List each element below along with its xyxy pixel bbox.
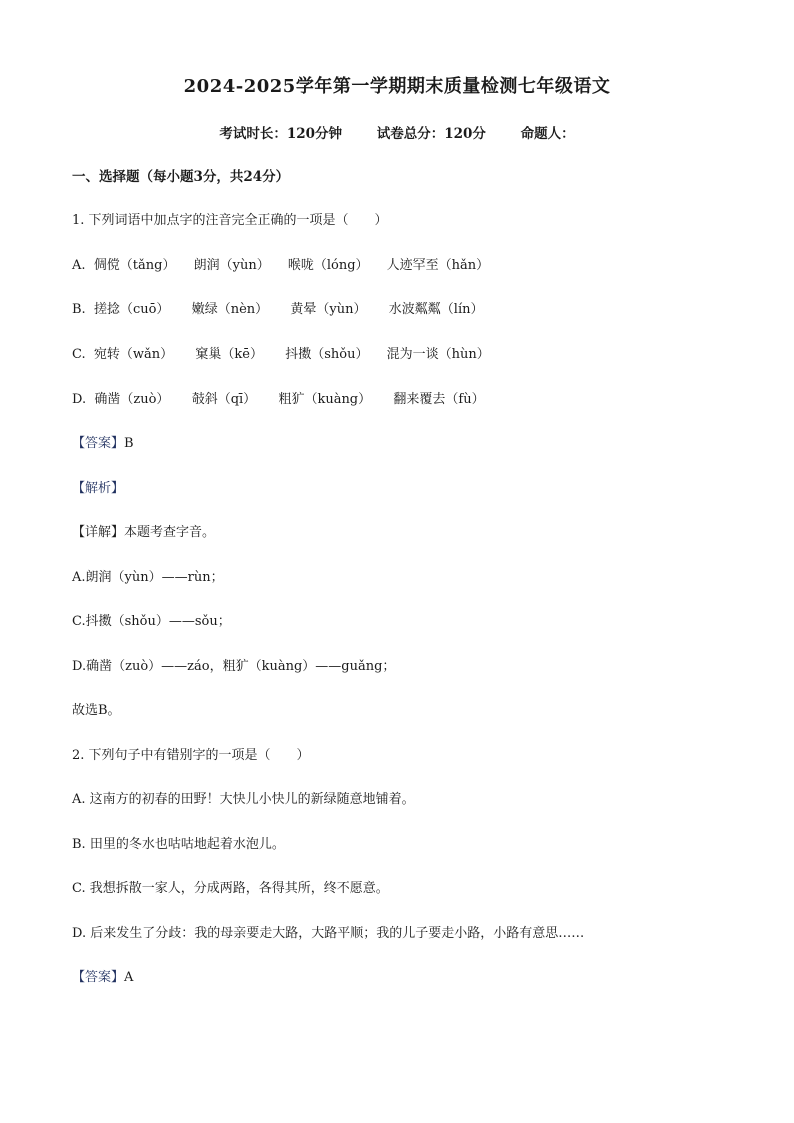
option-word: 嫩绿（nèn） (191, 302, 269, 317)
detail-text: 本题考查字音。 (124, 525, 216, 540)
question-1-note-a: A.朗润（yùn）——rùn； (72, 570, 224, 585)
option-word: 搓捻（cuō） (93, 302, 170, 317)
option-word: 抖擞（shǒu） (285, 347, 369, 362)
option-word: 混为一谈（hùn） (386, 347, 490, 362)
page-title: 2024-2025学年第一学期期末质量检测七年级语文 (183, 76, 611, 97)
question-1-option-a (72, 257, 503, 275)
option-word: 粗犷（kuàng） (278, 392, 372, 407)
question-1-option-c (72, 346, 504, 364)
option-word: 朗润（yùn） (193, 258, 270, 273)
option-label: C. (72, 347, 86, 362)
option-word: 喉咙（lóng） (287, 258, 369, 273)
option-word: 确凿（zuò） (94, 392, 170, 407)
question-1-stem: 1. 下列词语中加点字的注音完全正确的一项是（ ） (72, 213, 388, 228)
option-word: 倜傥（tǎng） (93, 258, 176, 273)
question-1-note-d: D.确凿（zuò）——záo，粗犷（kuàng）——guǎng； (72, 659, 396, 674)
section-heading: 一、选择题（每小题3分，共24分） (72, 169, 290, 185)
question-1-note-c: C.抖擞（shǒu）——sǒu； (72, 614, 231, 629)
option-word: 窠巢（kē） (195, 347, 263, 362)
option-label: D. (72, 392, 87, 407)
question-1-answer (72, 435, 134, 453)
option-word: 翻来覆去（fù） (393, 392, 485, 407)
question-1-detail (72, 524, 215, 542)
question-2-option-a: A. 这南方的初春的田野！大快儿小快儿的新绿随意地铺着。 (72, 792, 415, 807)
option-word: 水波粼粼（lín） (388, 302, 484, 317)
question-1-option-b (72, 301, 497, 319)
question-1-option-d (72, 391, 499, 409)
exam-total-score: 试卷总分：120分 (376, 126, 486, 142)
question-2-stem: 2. 下列句子中有错别字的一项是（ ） (72, 748, 310, 763)
answer-value: B (124, 436, 134, 451)
question-2-option-c: C. 我想拆散一家人，分成两路，各得其所，终不愿意。 (72, 881, 389, 896)
option-word: 宛转（wǎn） (93, 347, 174, 362)
exam-author: 命题人： (520, 126, 575, 142)
question-1-conclusion: 故选B。 (72, 703, 121, 718)
option-word: 攲斜（qī） (191, 392, 257, 407)
exam-meta (0, 122, 794, 142)
detail-tag: 【详解】 (72, 525, 125, 540)
question-2-answer (72, 969, 133, 987)
option-label: B. (72, 302, 86, 317)
option-word: 黄晕（yùn） (290, 302, 367, 317)
analysis-tag: 【解析】 (72, 481, 125, 496)
question-2-option-d: D. 后来发生了分歧：我的母亲要走大路，大路平顺；我的儿子要走小路，小路有意思…… (72, 926, 585, 941)
question-2-option-b: B. 田里的冬水也咕咕地起着水泡儿。 (72, 837, 285, 852)
option-label: A. (72, 258, 86, 273)
answer-tag: 【答案】 (72, 970, 125, 985)
answer-tag: 【答案】 (72, 436, 125, 451)
answer-value: A (124, 970, 134, 985)
exam-duration: 考试时长：120分钟 (219, 126, 343, 142)
option-word: 人迹罕至（hǎn） (386, 258, 490, 273)
question-1-analysis-tag (72, 480, 124, 498)
